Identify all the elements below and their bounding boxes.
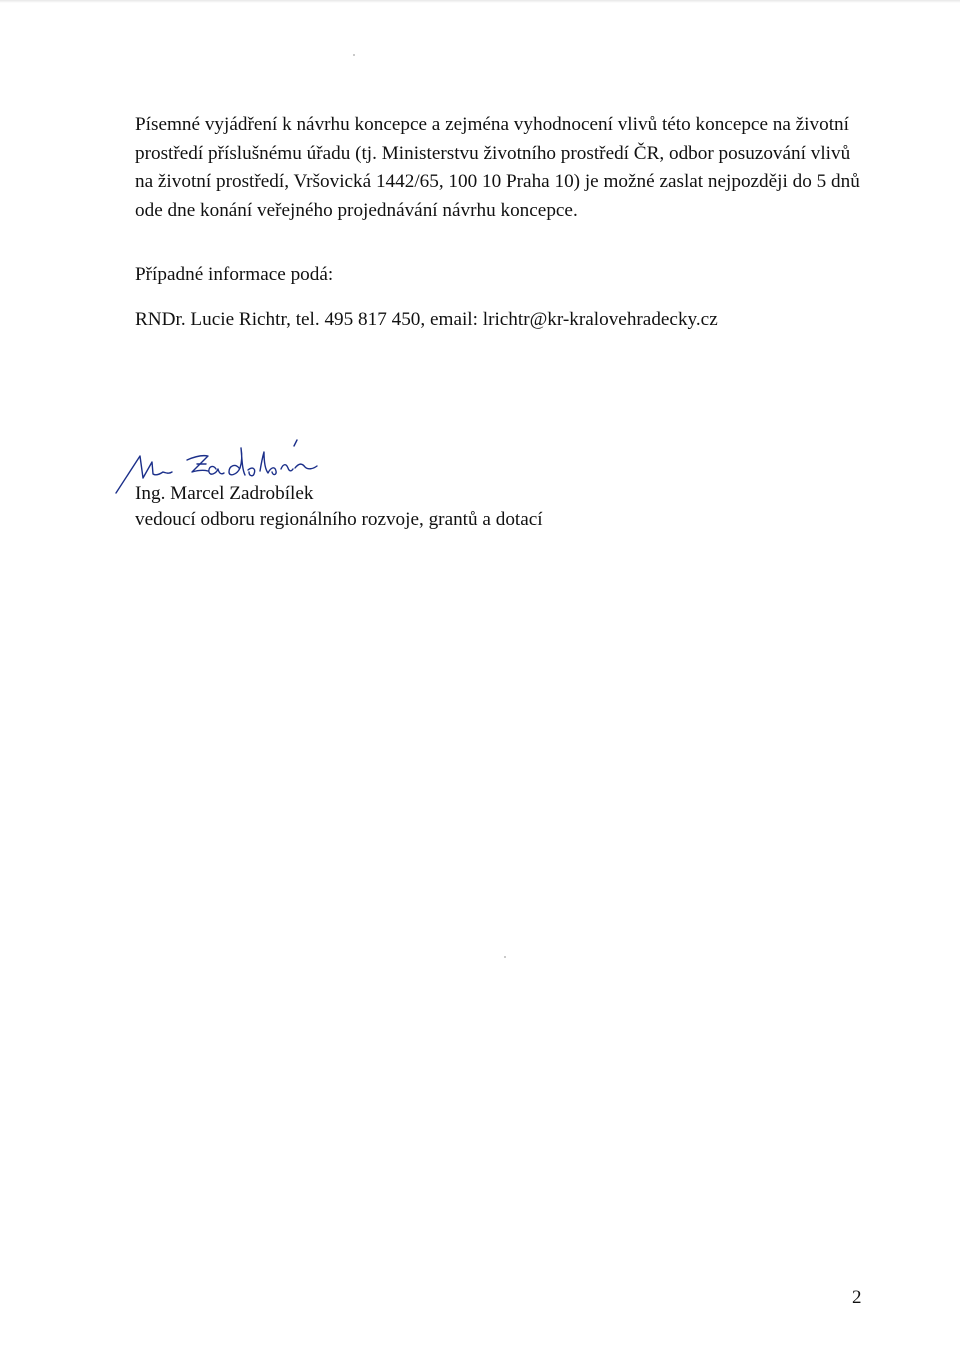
paragraph-line-3: na životní prostředí, Vršovická 1442/65, 100 10 Praha 10) je možné zaslat nejpozději do 5 dnů (135, 171, 860, 192)
scan-speck (353, 54, 355, 56)
scan-speck (504, 956, 506, 958)
opinion-paragraph (135, 111, 870, 225)
page-number: 2 (852, 1287, 862, 1308)
signer-title: vedoucí odboru regionálního rozvoje, grantů a dotací (135, 509, 543, 530)
paragraph-line-4: ode dne konání veřejného projednávání návrhu koncepce. (135, 199, 578, 221)
signer-name: Ing. Marcel Zadrobílek (135, 483, 314, 504)
contact-line: RNDr. Lucie Richtr, tel. 495 817 450, email: lrichtr@kr-kralovehradecky.cz (135, 309, 718, 330)
scan-top-edge (0, 0, 960, 3)
paragraph-line-2: prostředí příslušnému úřadu (tj. Ministerstvu životního prostředí ČR, odbor posuzování vlivů (135, 142, 851, 164)
paragraph-line-1: Písemné vyjádření k návrhu koncepce a zejména vyhodnocení vlivů této koncepce na životní (135, 114, 849, 135)
information-label: Případné informace podá: (135, 264, 334, 285)
